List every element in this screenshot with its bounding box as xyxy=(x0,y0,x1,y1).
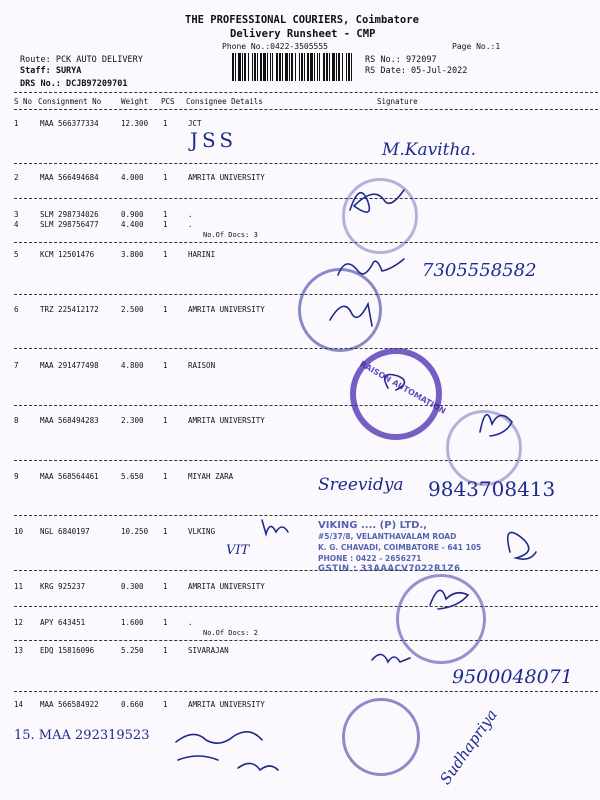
row-weight: 4.000 xyxy=(121,173,144,182)
staff: Staff: SURYA xyxy=(20,66,82,76)
row-consignment: MAA 566584922 xyxy=(40,700,99,709)
row-consignment: MAA 566377334 xyxy=(40,119,99,128)
row-consignee: AMRITA UNIVERSITY xyxy=(188,700,265,709)
row-pcs: 1 xyxy=(163,220,168,229)
row-consignee: SIVARAJAN xyxy=(188,646,229,655)
row-pcs: 1 xyxy=(163,618,168,627)
signature-13 xyxy=(372,654,410,662)
handwritten-phone: 9500048071 xyxy=(452,666,573,688)
row-consignment: NGL 6840197 xyxy=(40,527,90,536)
document-title: Delivery Runsheet - CMP xyxy=(230,28,376,40)
signature-row15 xyxy=(176,732,278,770)
row-consignment: TRZ 225412172 xyxy=(40,305,99,314)
university-stamp xyxy=(446,410,522,486)
row-consignment: MAA 566494684 xyxy=(40,173,99,182)
row-pcs: 1 xyxy=(163,700,168,709)
company-name: THE PROFESSIONAL COURIERS, Coimbatore xyxy=(185,14,419,26)
viking-phone: PHONE : 0422 - 2656271 xyxy=(318,554,422,563)
handwritten-kavitha: M.Kavitha. xyxy=(382,140,477,160)
row-weight: 2.500 xyxy=(121,305,144,314)
row-weight: 0.300 xyxy=(121,582,144,591)
row-pcs: 1 xyxy=(163,250,168,259)
row-consignment: KCM 12501476 xyxy=(40,250,95,259)
col-signature: Signature xyxy=(377,97,418,106)
row-sno: 5 xyxy=(14,250,19,259)
row-pcs: 1 xyxy=(163,361,168,370)
row-sno: 9 xyxy=(14,472,19,481)
row-weight: 0.900 xyxy=(121,210,144,219)
row-consignment: MAA 568494283 xyxy=(40,416,99,425)
row-consignment: EDQ 15816096 xyxy=(40,646,95,655)
row-consignee: . xyxy=(188,618,193,627)
rs-number: RS No.: 972097 xyxy=(365,55,437,65)
viking-name: VIKING .... (P) LTD., xyxy=(318,520,428,531)
signature-10 xyxy=(508,532,536,559)
row-consignment: KRG 925237 xyxy=(40,582,86,591)
row-weight: 10.250 xyxy=(121,527,149,536)
rs-date: RS Date: 05-Jul-2022 xyxy=(365,66,468,76)
row-sno: 1 xyxy=(14,119,19,128)
page-number: Page No.:1 xyxy=(452,42,501,51)
row-consignee: AMRITA UNIVERSITY xyxy=(188,305,265,314)
university-stamp xyxy=(342,698,420,776)
university-stamp xyxy=(342,178,418,254)
docs-count: No.Of Docs: 3 xyxy=(203,231,258,239)
row-sno: 7 xyxy=(14,361,19,370)
row-weight: 0.660 xyxy=(121,700,144,709)
row-consignee: AMRITA UNIVERSITY xyxy=(188,582,265,591)
row-consignee: RAISON xyxy=(188,361,216,370)
row-weight: 3.800 xyxy=(121,250,144,259)
row-consignee: VLKING xyxy=(188,527,216,536)
handwritten-sudhapriya: Sudhapriya xyxy=(436,706,501,788)
row-pcs: 1 xyxy=(163,472,168,481)
col-sno: S No xyxy=(14,97,33,106)
row-weight: 4.400 xyxy=(121,220,144,229)
viking-address: #5/37/8, VELANTHAVALAM ROAD xyxy=(318,532,457,541)
handwritten-phone: 7305558582 xyxy=(422,260,537,281)
university-stamp xyxy=(396,574,486,664)
row-pcs: 1 xyxy=(163,646,168,655)
row-weight: 2.300 xyxy=(121,416,144,425)
col-consignment: Consignment No xyxy=(38,97,102,106)
drs-number: DRS No.: DCJB97209701 xyxy=(20,79,128,89)
row-sno: 6 xyxy=(14,305,19,314)
col-weight: Weight xyxy=(121,97,149,106)
docs-count: No.Of Docs: 2 xyxy=(203,629,258,637)
row-consignment: MAA 568564461 xyxy=(40,472,99,481)
row-consignee: . xyxy=(188,220,193,229)
row-consignee: . xyxy=(188,210,193,219)
row-pcs: 1 xyxy=(163,527,168,536)
row-weight: 1.600 xyxy=(121,618,144,627)
row-weight: 12.300 xyxy=(121,119,149,128)
raison-stamp-text: RAISON AUTOMATION xyxy=(358,359,448,416)
university-stamp xyxy=(298,268,382,352)
viking-gstin: GSTIN : 33AAACV7022R1Z6 xyxy=(318,564,461,574)
row-consignment: SLM 298734026 xyxy=(40,210,99,219)
row-sno: 10 xyxy=(14,527,24,536)
row-sno: 8 xyxy=(14,416,19,425)
viking-stamp xyxy=(318,520,481,575)
row-consignment: MAA 291477498 xyxy=(40,361,99,370)
handwritten-jss: JSS xyxy=(190,128,238,152)
row-consignment: APY 643451 xyxy=(40,618,86,627)
row-consignee: JCT xyxy=(188,119,202,128)
row-pcs: 1 xyxy=(163,416,168,425)
col-consignee: Consignee Details xyxy=(186,97,263,106)
row-consignee: AMRITA UNIVERSITY xyxy=(188,173,265,182)
row-sno: 2 xyxy=(14,173,19,182)
handwritten-consignment: 15. MAA 292319523 xyxy=(14,728,150,743)
handwritten-phone: 9843708413 xyxy=(428,477,556,501)
row-weight: 5.650 xyxy=(121,472,144,481)
row-pcs: 1 xyxy=(163,173,168,182)
row-consignee: AMRITA UNIVERSITY xyxy=(188,416,265,425)
row-consignee: MIYAH ZARA xyxy=(188,472,234,481)
row-weight: 5.250 xyxy=(121,646,144,655)
row-weight: 4.800 xyxy=(121,361,144,370)
viking-address: K. G. CHAVADI, COIMBATORE - 641 105 xyxy=(318,543,482,552)
row-consignee: HARINI xyxy=(188,250,216,259)
handwritten-sreevidya: Sreevidya xyxy=(318,475,404,495)
signature-vit xyxy=(262,520,288,534)
route: Route: PCK AUTO DELIVERY xyxy=(20,55,143,65)
row-pcs: 1 xyxy=(163,119,168,128)
col-pcs: PCS xyxy=(161,97,175,106)
row-pcs: 1 xyxy=(163,305,168,314)
row-consignment: SLM 298756477 xyxy=(40,220,99,229)
row-sno: 13 xyxy=(14,646,24,655)
row-sno: 11 xyxy=(14,582,24,591)
phone-number: Phone No.:0422-3505555 xyxy=(222,42,328,51)
row-sno: 3 xyxy=(14,210,19,219)
row-sno: 12 xyxy=(14,618,24,627)
row-sno: 4 xyxy=(14,220,19,229)
row-pcs: 1 xyxy=(163,210,168,219)
row-pcs: 1 xyxy=(163,582,168,591)
row-sno: 14 xyxy=(14,700,24,709)
handwritten-vit: VIT xyxy=(226,543,250,558)
